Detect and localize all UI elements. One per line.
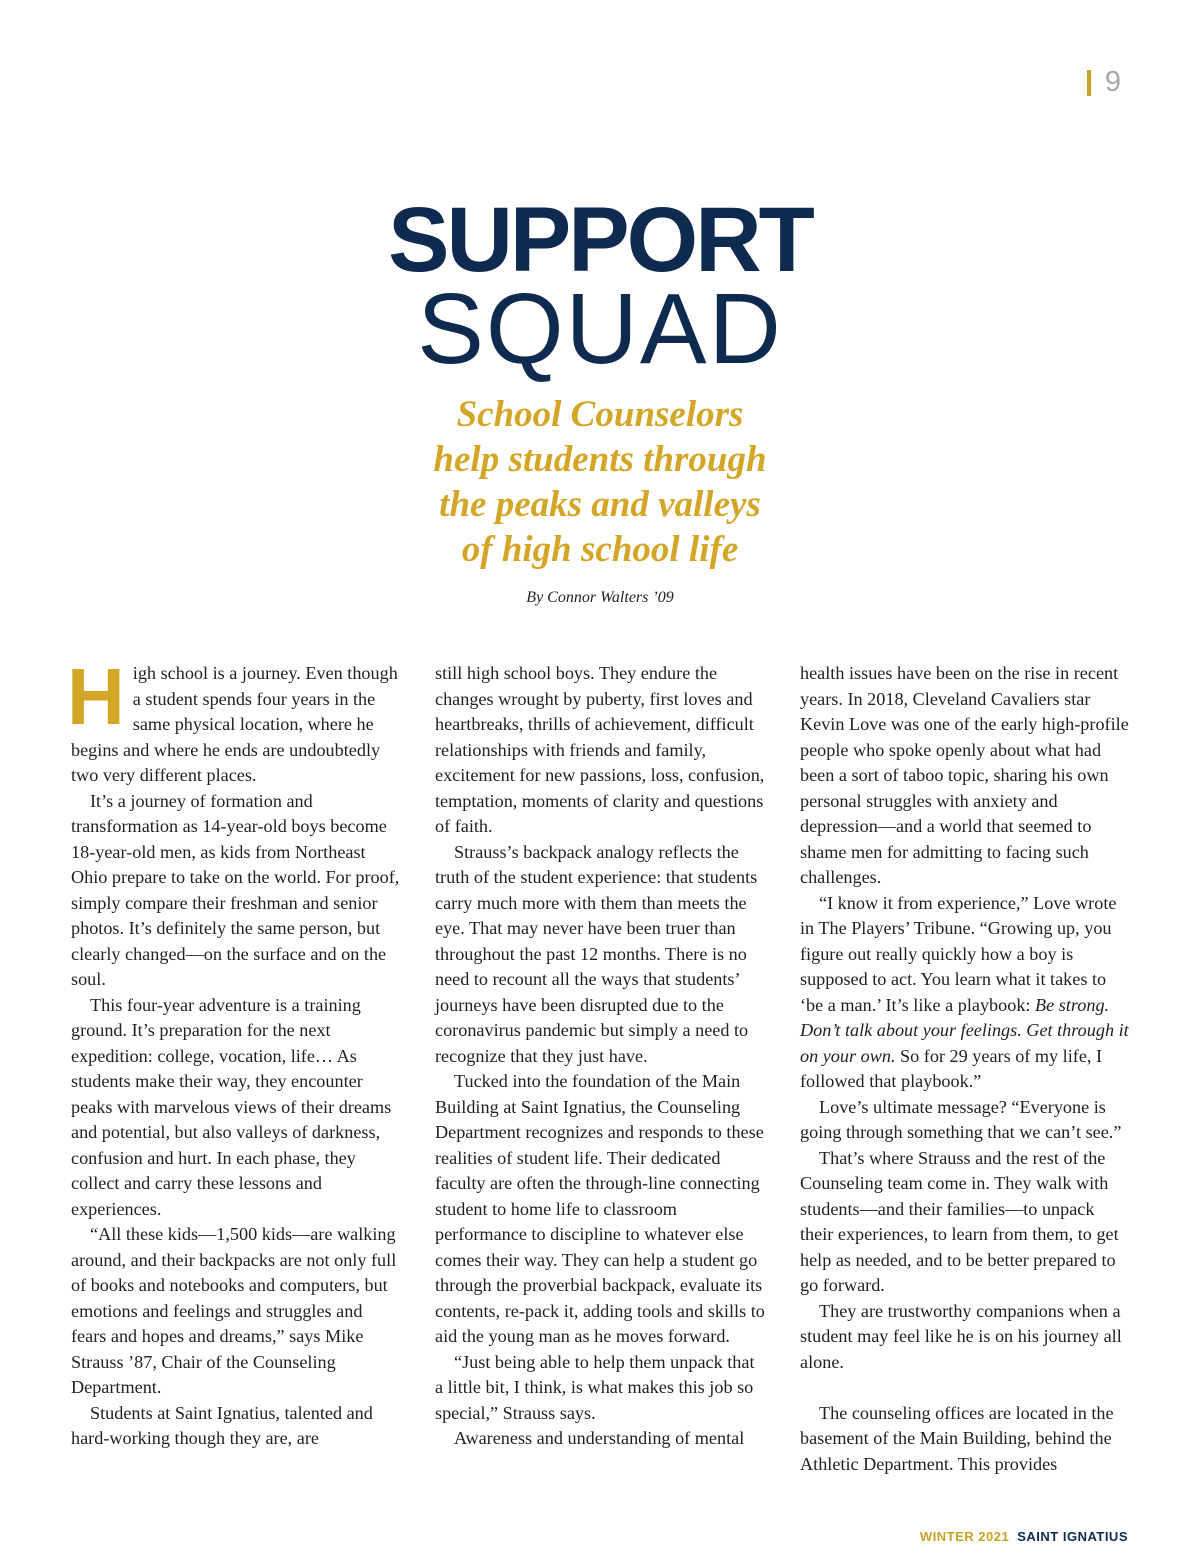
article-column-1	[67, 652, 401, 1452]
title-line-2: SQUAD	[417, 273, 783, 385]
subtitle-line: the peaks and valleys	[439, 484, 761, 525]
article-column-2	[435, 661, 765, 1452]
footer-publication: SAINT IGNATIUS	[1017, 1529, 1128, 1544]
paragraph: This four-year adventure is a training ground. It’s preparation for the next expedition: college, vocation, life… As students make their way, they encounter peaks with marvelous views of their dreams and potential, but also valleys of darkness, confusion and hurt. In each phase, they collect and carry these lessons and experiences.	[71, 994, 392, 1219]
subtitle-line: School Counselors	[456, 394, 744, 435]
page-number	[1087, 66, 1122, 99]
drop-cap: H	[67, 652, 125, 741]
paragraph: Tucked into the foundation of the Main Building at Saint Ignatius, the Counseling Department recognizes and responds to these realities of student life. Their dedicated faculty are often the through-line connecting student to home life to classroom performance to discipline to whatever else comes their way. They can help a student go through the proverbial backpack, evaluate its contents, re-pack it, adding tools and skills to aid the young man as he moves forward.	[435, 1071, 765, 1346]
paragraph-text: igh school is a journey. Even though a student spends four years in the same physical location, where he begins and where he ends are undoubtedly two very different places.	[71, 663, 398, 785]
footer-issue: WINTER 2021	[919, 1529, 1010, 1544]
quote-text: “I know it from experience,” Love wrote in The Players’ Tribune. “Growing up, you figure out really quickly how a boy is supposed to act. You learn what it takes to ‘be a man.’ It’s like a playbook:	[800, 892, 1117, 1015]
paragraph: health issues have been on the rise in recent years. In 2018, Cleveland Cavaliers star Kevin Love was one of the early high-profile people who spoke openly about what had been a sort of taboo topic, sharing his own personal struggles with anxiety and depression—and a world that seemed to shame men for admitting to facing such challenges.	[800, 663, 1129, 887]
paragraph: Awareness and understanding of mental	[454, 1428, 745, 1448]
paragraph: That’s where Strauss and the rest of the Counseling team come in. They walk with students—and their families—to unpack their experiences, to learn from them, to get help as needed, and to be better prepared to go forward.	[800, 1147, 1119, 1295]
paragraph: “Just being able to help them unpack that a little bit, I think, is what makes this job so special,” Strauss says.	[435, 1351, 755, 1423]
paragraph: It’s a journey of formation and transformation as 14-year-old boys become 18-year-old men, as kids from Northeast Ohio prepare to take on the world. For proof, simply compare their freshman and senior photos. It’s definitely the same person, but clearly changed—on the surface and on the soul.	[71, 790, 400, 989]
paragraph: Love’s ultimate message? “Everyone is going through something that we can’t see.”	[800, 1096, 1122, 1142]
article-title	[0, 189, 1200, 385]
title-line-1: SUPPORT	[388, 189, 812, 291]
paragraph: They are trustworthy companions when a student may feel like he is on his journey all alone.	[800, 1300, 1122, 1372]
article-column-3	[800, 661, 1130, 1477]
article-subtitle	[0, 392, 1200, 572]
byline: By Connor Walters ’09	[526, 589, 674, 606]
subtitle-line: of high school life	[461, 529, 739, 570]
quote-italic: Be strong. Don’t talk about your feelings. Get through it on your own.	[800, 994, 1129, 1066]
page-number-divider	[1087, 70, 1091, 96]
footer	[920, 1529, 1128, 1544]
paragraph: Strauss’s backpack analogy reflects the truth of the student experience: that students carry much more with them than meets the eye. That may never have been truer than throughout the past 12 months. There is no need to recount all the ways that students’ journeys have been disrupted due to the coronavirus pandemic but simply a need to recognize that they just have.	[435, 841, 758, 1066]
paragraph: “All these kids—1,500 kids—are walking around, and their backpacks are not only full of books and notebooks and computers, but emotions and feelings and struggles and fears and hopes and dreams,” says Mike Strauss ’87, Chair of the Counseling Department.	[71, 1224, 397, 1397]
paragraph: Students at Saint Ignatius, talented and hard-working though they are, are	[71, 1402, 373, 1448]
quote-text: So for 29 years of my life, I followed that playbook.”	[800, 1045, 1103, 1091]
page-number-value: 9	[1104, 66, 1122, 98]
paragraph	[800, 891, 1130, 1095]
paragraph	[67, 652, 401, 789]
subtitle-line: help students through	[433, 439, 767, 480]
paragraph: The counseling offices are located in the basement of the Main Building, behind the Athletic Department. This provides	[800, 1402, 1114, 1474]
paragraph: still high school boys. They endure the changes wrought by puberty, first loves and heartbreaks, thrills of achievement, difficult relationships with friends and family, excitement for new passions, loss, confusion, temptation, moments of clarity and questions of faith.	[435, 663, 765, 836]
